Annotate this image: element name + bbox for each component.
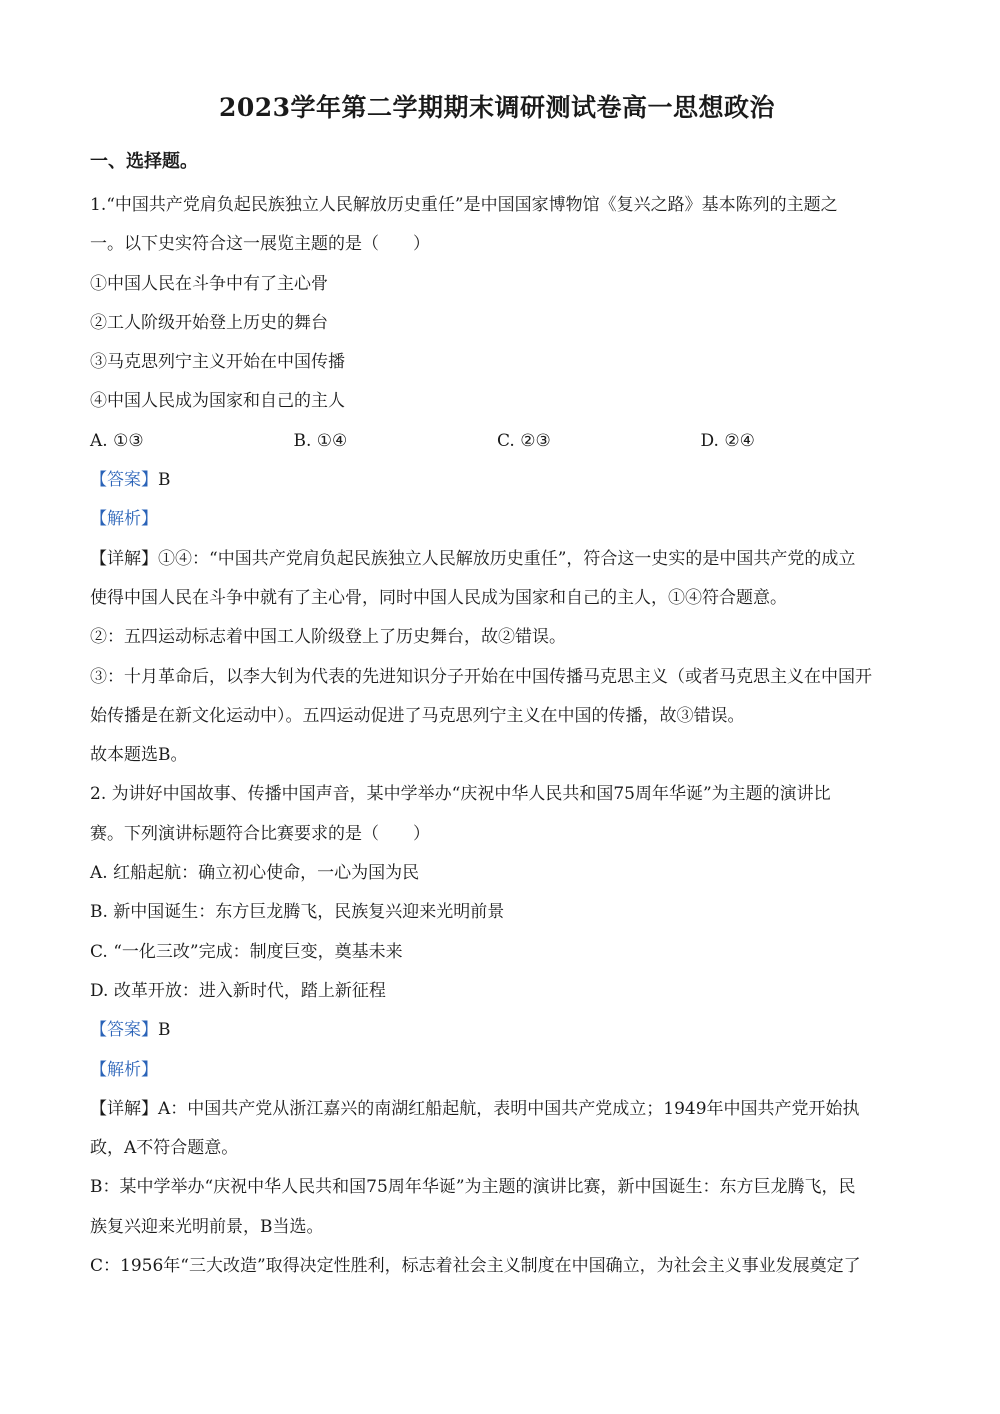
q1-detail-tag: 【详解】 <box>90 548 158 569</box>
q2-option-c: C. “一化三改”完成：制度巨变，奠基未来 <box>90 941 403 962</box>
q2-detail-line-4: 族复兴迎来光明前景，B当选。 <box>90 1216 324 1237</box>
q1-option-a: A. ①③ <box>90 430 144 451</box>
q2-detail-line-2: 政，A不符合题意。 <box>90 1138 239 1159</box>
page-title: 2023学年第二学期期末调研测试卷高一思想政治 <box>218 93 776 122</box>
q1-item-1: ①中国人民在斗争中有了主心骨 <box>90 273 328 294</box>
q1-detail-line-2: 使得中国人民在斗争中就有了主心骨，同时中国人民成为国家和自己的主人，①④符合题意。 <box>90 587 787 608</box>
q1-answer-tag: 【答案】 <box>90 470 158 491</box>
q1-answer <box>90 461 904 500</box>
q2-answer <box>90 1011 904 1050</box>
q2-answer-tag: 【答案】 <box>90 1020 158 1041</box>
q1-detail-line-3: ②：五四运动标志着中国工人阶级登上了历史舞台，故②错误。 <box>90 627 566 648</box>
q1-detail-line-6: 故本题选B。 <box>90 745 188 766</box>
q2-analysis <box>90 1051 904 1090</box>
q1-option-d: D. ②④ <box>700 430 755 451</box>
section-heading: 一、选择题。 <box>90 151 198 172</box>
q1-detail-line-5: 始传播是在新文化运动中）。五四运动促进了马克思列宁主义在中国的传播，故③错误。 <box>90 705 745 726</box>
q2-answer-value: B <box>158 1020 171 1041</box>
q1-detail-line-4: ③：十月革命后，以李大钊为代表的先进知识分子开始在中国传播马克思主义（或者马克思主义在中国开 <box>90 666 872 687</box>
q2-option-a: A. 红船起航：确立初心使命，一心为国为民 <box>90 863 420 884</box>
q1-stem-line-2: 一。以下史实符合这一展览主题的是（ ） <box>90 234 430 255</box>
q1-detail-line-1 <box>90 540 904 579</box>
q2-analysis-tag: 【解析】 <box>90 1059 158 1080</box>
q2-detail-line-3: B：某中学举办“庆祝中华人民共和国75周年华诞”为主题的演讲比赛，新中国诞生：东方巨龙腾飞，民 <box>90 1177 856 1198</box>
q1-options <box>90 422 904 461</box>
q1-item-2: ②工人阶级开始登上历史的舞台 <box>90 312 328 333</box>
q1-detail-text-1: ①④：“中国共产党肩负起民族独立人民解放历史重任”，符合这一史实的是中国共产党的成立 <box>158 548 856 569</box>
q1-option-b: B. ①④ <box>293 430 348 451</box>
question-2 <box>90 775 904 1286</box>
q1-analysis-tag: 【解析】 <box>90 509 158 530</box>
q2-option-b: B. 新中国诞生：东方巨龙腾飞，民族复兴迎来光明前景 <box>90 902 505 923</box>
question-1 <box>90 186 904 775</box>
q2-detail-line-5: C：1956年“三大改造”取得决定性胜利，标志着社会主义制度在中国确立，为社会主义事业发展奠定了 <box>90 1256 861 1277</box>
q1-option-c: C. ②③ <box>497 430 551 451</box>
q1-item-4: ④中国人民成为国家和自己的主人 <box>90 391 345 412</box>
q2-stem-line-1: 2. 为讲好中国故事、传播中国声音，某中学举办“庆祝中华人民共和国75周年华诞”为主题的演讲比 <box>90 784 831 805</box>
q1-stem-line-1: 1.“中国共产党肩负起民族独立人民解放历史重任”是中国国家博物馆《复兴之路》基本陈列的主题之 <box>90 195 838 215</box>
q1-analysis <box>90 500 904 539</box>
q2-detail-line-1 <box>90 1090 904 1129</box>
q1-item-3: ③马克思列宁主义开始在中国传播 <box>90 352 345 373</box>
q2-detail-tag: 【详解】 <box>90 1098 158 1119</box>
q2-detail-text-1: A：中国共产党从浙江嘉兴的南湖红船起航，表明中国共产党成立；1949年中国共产党开始执 <box>158 1098 860 1119</box>
q2-option-d: D. 改革开放：进入新时代，踏上新征程 <box>90 980 386 1001</box>
q1-answer-value: B <box>158 470 171 491</box>
q2-stem-line-2: 赛。下列演讲标题符合比赛要求的是（ ） <box>90 823 430 844</box>
